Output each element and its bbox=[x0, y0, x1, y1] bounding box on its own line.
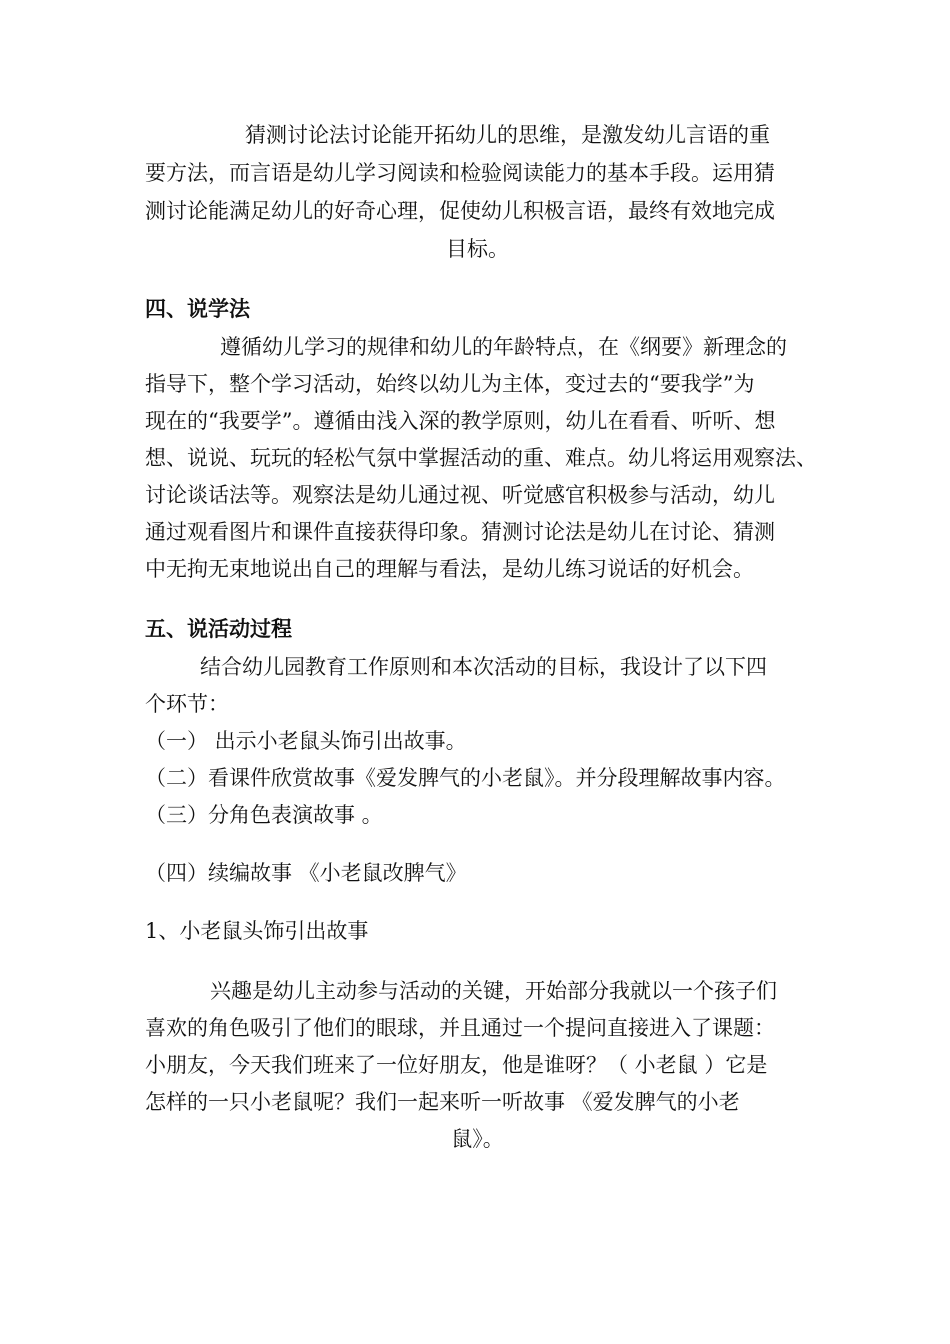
paragraph-line: 喜欢的角色吸引了他们的眼球，并且通过一个提问直接进入了课题： bbox=[145, 1016, 775, 1040]
list-item: （一） 出示小老鼠头饰引出故事。 bbox=[145, 729, 467, 753]
paragraph-line: 要方法，而言语是幼儿学习阅读和检验阅读能力的基本手段。运用猜 bbox=[145, 161, 775, 185]
list-item: （二）看课件欣赏故事《爱发脾气的小老鼠》。并分段理解故事内容。 bbox=[145, 766, 786, 790]
paragraph-line: 想、说说、玩玩的轻松气氛中掌握活动的重、难点。幼儿将运用观察法、 bbox=[145, 446, 817, 470]
paragraph-line: 指导下，整个学习活动，始终以幼儿为主体，变过去的“要我学”为 bbox=[145, 372, 755, 396]
paragraph-line: 兴趣是幼儿主动参与活动的关键，开始部分我就以一个孩子们 bbox=[210, 979, 777, 1003]
paragraph-line: 遵循幼儿学习的规律和幼儿的年龄特点，在《纲要》新理念的 bbox=[220, 335, 787, 359]
paragraph-line: 结合幼儿园教育工作原则和本次活动的目标，我设计了以下四 bbox=[200, 655, 767, 679]
paragraph-line: 个环节： bbox=[145, 692, 229, 716]
paragraph-line: 鼠》。 bbox=[451, 1127, 504, 1151]
paragraph-line: 怎样的一只小老鼠呢？我们一起来听一听故事 《爱发脾气的小老 bbox=[145, 1090, 740, 1114]
paragraph-line: 猜测讨论法讨论能开拓幼儿的思维，是激发幼儿言语的重 bbox=[245, 123, 770, 147]
paragraph-line: 小朋友，今天我们班来了一位好朋友，他是谁呀？（ 小老鼠 ）它是 bbox=[145, 1053, 768, 1077]
section-heading: 四、说学法 bbox=[145, 296, 250, 321]
paragraph-line: 中无拘无束地说出自己的理解与看法，是幼儿练习说话的好机会。 bbox=[145, 557, 754, 581]
sub-heading: 1、小老鼠头饰引出故事 bbox=[145, 919, 369, 943]
list-item: （三）分角色表演故事 。 bbox=[145, 803, 383, 827]
paragraph-line: 通过观看图片和课件直接获得印象。猜测讨论法是幼儿在讨论、猜测 bbox=[145, 520, 775, 544]
list-item: （四）续编故事 《小老鼠改脾气》 bbox=[145, 861, 467, 885]
paragraph-line: 现在的“我要学”。遵循由浅入深的教学原则，幼儿在看看、听听、想 bbox=[145, 409, 776, 433]
paragraph-line: 讨论谈话法等。观察法是幼儿通过视、听觉感官积极参与活动，幼儿 bbox=[145, 483, 775, 507]
paragraph-line: 目标。 bbox=[446, 237, 509, 261]
paragraph-line: 测讨论能满足幼儿的好奇心理，促使幼儿积极言语，最终有效地完成 bbox=[145, 199, 775, 223]
section-heading: 五、说活动过程 bbox=[145, 616, 292, 641]
